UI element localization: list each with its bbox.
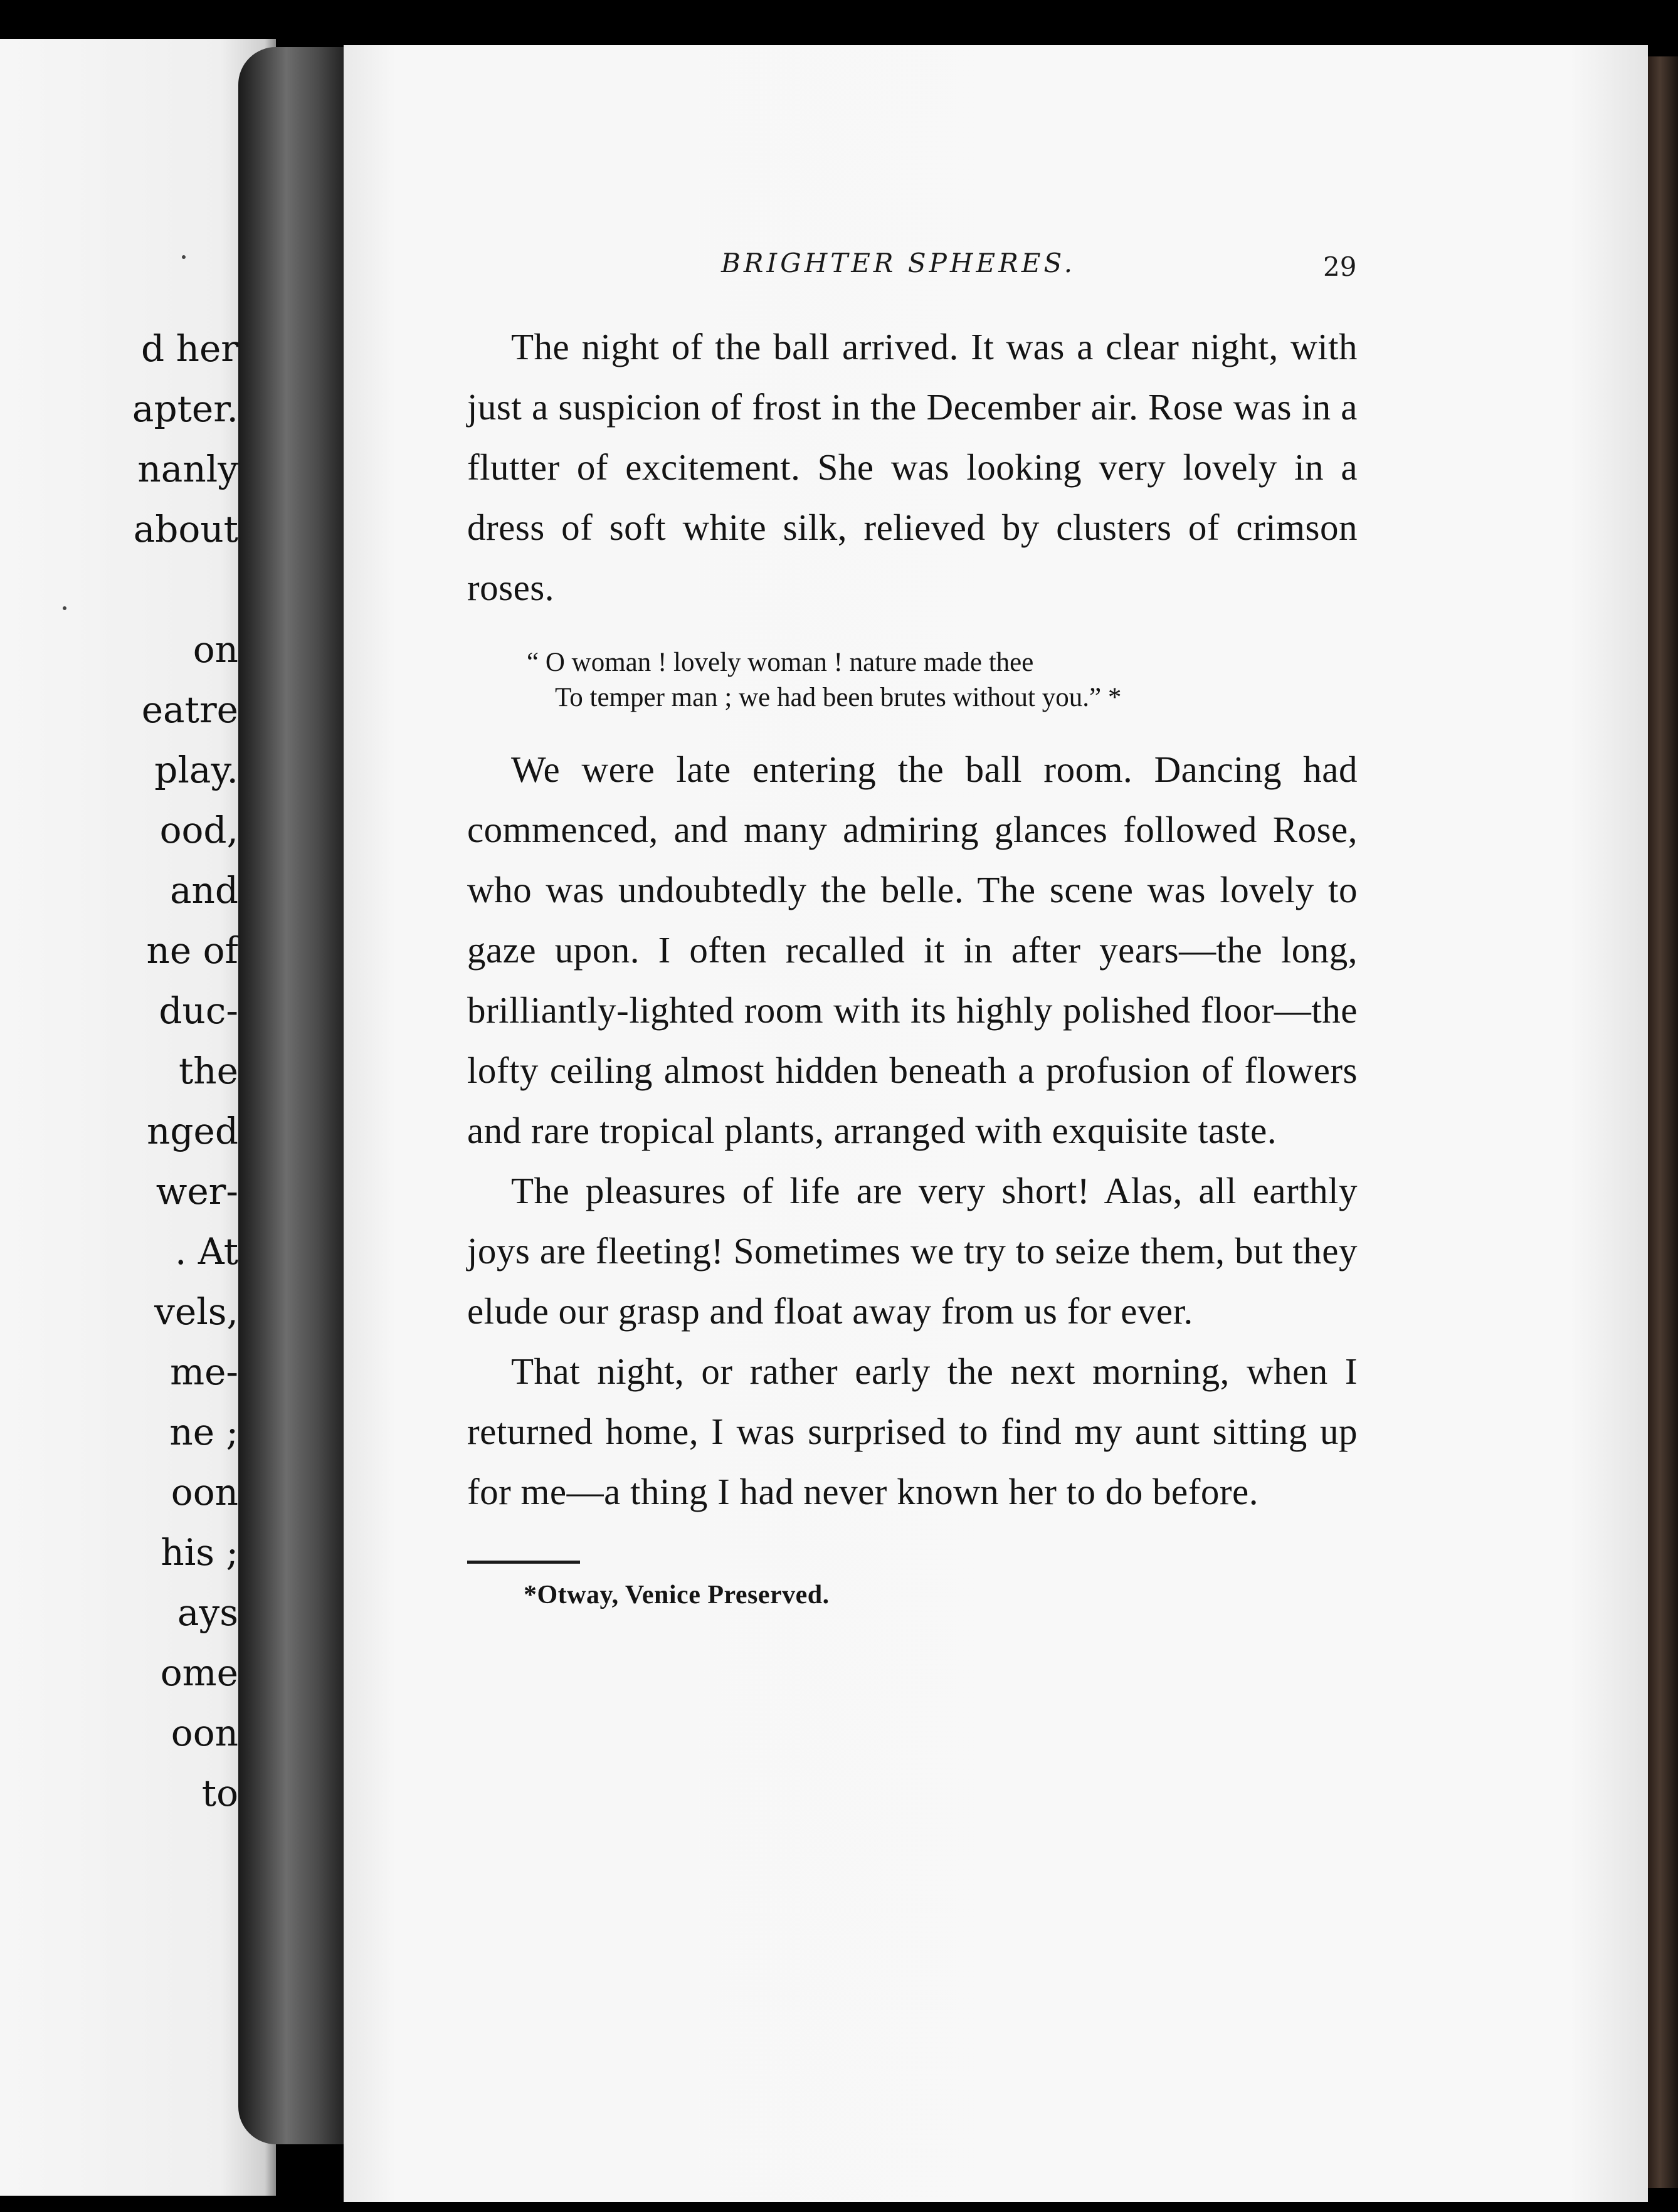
- book-cover-edge: [1648, 56, 1678, 2188]
- paragraph: We were late entering the ball room. Dancing had commenced, and many admiring glances followed Rose, who was undoubtedly the belle. The scene was lovely to gaze upon. I often recalled it in after years—the long, brilliantly-lighted room with its highly polished floor—the lofty ceiling almost hidden beneath a profusion of flowers and rare tropical plants, arranged with exquisite taste.: [467, 749, 1358, 1151]
- left-page-line: ood,: [159, 809, 238, 851]
- left-page-line: . At: [174, 1230, 238, 1273]
- verse-quotation: [527, 645, 1358, 715]
- quote-line: “ O woman ! lovely woman ! nature made thee: [527, 648, 1034, 677]
- left-page-line: nanly: [137, 448, 238, 490]
- page-number: 29: [1323, 251, 1357, 282]
- left-page-line: ne ;: [169, 1411, 238, 1453]
- left-page-line: ays: [177, 1591, 238, 1634]
- footnote: *Otway, Venice Preserved.: [524, 1581, 830, 1609]
- dust-speck: [63, 606, 66, 610]
- left-page-line: and: [169, 869, 238, 912]
- left-page-line: the: [179, 1050, 238, 1092]
- footnote-divider: [467, 1561, 580, 1564]
- left-page-line: eatre: [141, 688, 238, 731]
- left-page-line: oon: [171, 1471, 238, 1514]
- left-facing-page: [0, 39, 276, 2196]
- book-binding-gutter: [238, 47, 345, 2144]
- left-page-line: about: [133, 508, 238, 550]
- page-header: [721, 248, 1380, 298]
- quote-line: To temper man ; we had been brutes without you.” *: [555, 683, 1122, 712]
- running-title: BRIGHTER SPHERES.: [721, 248, 1076, 278]
- left-page-line: duc-: [159, 989, 238, 1032]
- left-page-line: d her: [141, 327, 238, 370]
- paragraph: That night, or rather early the next morning, when I returned home, I was surprised to find my aunt sitting up for me—a thing I had never known her to do before.: [467, 1351, 1358, 1512]
- left-page-line: vels,: [154, 1290, 238, 1333]
- dust-speck: [182, 255, 186, 259]
- left-page-line: wer-: [156, 1170, 238, 1213]
- left-page-line: on: [193, 628, 238, 671]
- left-page-line: ome: [160, 1651, 238, 1694]
- page-body: [467, 317, 1358, 1610]
- left-page-line: me-: [170, 1351, 238, 1393]
- paragraph: The pleasures of life are very short! Alas, all earthly joys are fleeting! Sometimes we try to seize them, but they elude our grasp and float away from us for ever.: [467, 1170, 1358, 1332]
- left-page-line: his ;: [161, 1531, 238, 1574]
- left-page-line: apter.: [132, 387, 238, 430]
- left-page-line: to: [201, 1772, 238, 1814]
- left-page-line: ne of: [146, 929, 238, 972]
- paragraph: The night of the ball arrived. It was a clear night, with just a suspicion of frost in the December air. Rose was in a flutter of excitement. She was looking very lovely in a dress of soft white silk, relieved by clusters of crimson roses.: [467, 326, 1358, 608]
- left-page-line: play.: [154, 749, 238, 791]
- left-page-line: oon: [171, 1712, 238, 1754]
- left-page-line: nged: [147, 1110, 238, 1152]
